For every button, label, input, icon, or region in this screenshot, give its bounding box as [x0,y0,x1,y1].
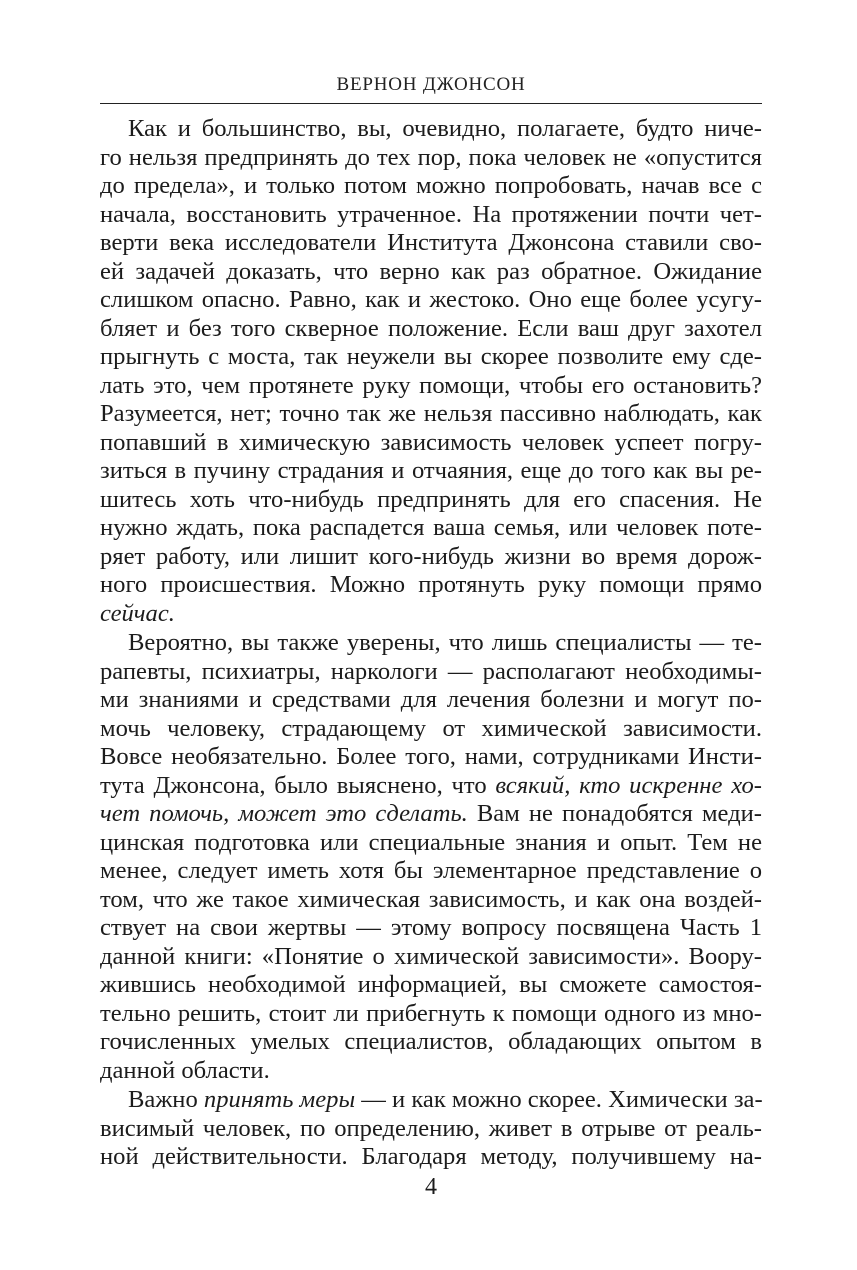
running-head: ВЕРНОН ДЖОНСОН [336,74,526,95]
text-line: ного происшествия. Можно протянуть руку помощи прямо [100,571,762,598]
text-line: верти века исследователи Института Джонсона ставили сво- [100,229,762,256]
italic-emphasis: принять меры [203,1086,356,1113]
text-run: тута Джонсона, было выяснено, что [100,771,496,799]
text-line: жившись необходимой информацией, вы сможете самостоя- [100,971,762,998]
text-run: Вам не понадобятся меди- [467,800,762,827]
text-line: попавший в химическую зависимость человек успеет погру- [100,428,762,456]
text-line: Вовсе необязательно. Более того, нами, сотрудниками Инсти- [100,743,762,770]
text-line: шитесь хоть что-нибудь предпринять для его спасения. Не [100,485,762,513]
text-line: нужно ждать, пока распадется ваша семья, или человек поте- [100,514,762,541]
body-text [100,115,762,1172]
text-line: цинская подготовка или специальные знания и опыт. Тем не [100,828,762,856]
text-line: ей задачей доказать, что верно как раз обратное. Ожидание [100,257,762,285]
text-line: лать это, чем протянете руку помощи, чтобы его остановить? [100,371,762,399]
header-rule [100,103,762,104]
text-line: ми знаниями и средствами для лечения болезни и могут по- [100,686,762,713]
text-line: том, что же такое химическая зависимость, и как она воздей- [100,885,762,913]
text-line: зиться в пучину страдания и отчаяния, еще до того как вы ре- [100,457,762,484]
text-line: мочь человеку, страдающему от химической зависимости. [100,714,762,742]
text-line [100,1086,762,1115]
text-line: данной области. [100,1056,270,1084]
text-line: до предела», и только потом можно попробовать, начав все с [100,172,762,199]
text-line: Разумеется, нет; точно так же нельзя пассивно наблюдать, как [100,400,762,427]
text-run: Важно [128,1086,204,1113]
page-number: 4 [425,1174,437,1200]
text-line: рапевты, психиатры, наркологи — располагают необходимы- [100,657,762,685]
text-line: ряет работу, или лишит кого-нибудь жизни во время дорож- [100,542,762,570]
text-line: ствует на свои жертвы — этому вопросу посвящена Часть 1 [100,914,762,941]
text-line: гочисленных умелых специалистов, обладающих опытом в [100,1028,762,1055]
italic-emphasis: чет помочь, может это сделать. [100,800,468,827]
text-line: тельно решить, стоит ли прибегнуть к помощи одного из мно- [100,999,762,1027]
text-line [100,600,762,629]
text-line: висимый человек, по определению, живет в отрыве от реаль- [100,1114,762,1142]
text-line: начала, восстановить утраченное. На протяжении почти чет- [100,200,762,228]
text-line: Вероятно, вы также уверены, что лишь специалисты — те- [128,629,762,656]
text-line: прыгнуть с моста, так неужели вы скорее позволите ему сде- [100,343,762,370]
text-line: данной книги: «Понятие о химической зависимости». Воору- [100,942,762,970]
text-line: Как и большинство, вы, очевидно, полагаете, будто ниче- [128,115,762,142]
text-run: — и как можно скорее. Химически за- [355,1086,763,1113]
text-line: слишком опасно. Равно, как и жестоко. Оно еще более усугу- [100,286,762,313]
italic-emphasis: сейчас. [100,599,175,627]
text-line [100,800,762,829]
italic-emphasis: всякий, кто искренне хо- [495,771,762,799]
text-line [100,772,762,801]
text-line: го нельзя предпринять до тех пор, пока человек не «опустится [100,143,762,171]
text-line: ной действительности. Благодаря методу, получившему на- [100,1143,762,1170]
text-line: бляет и без того скверное положение. Если ваш друг захотел [100,314,762,342]
text-line: менее, следует иметь хотя бы элементарное представление о [100,857,762,884]
